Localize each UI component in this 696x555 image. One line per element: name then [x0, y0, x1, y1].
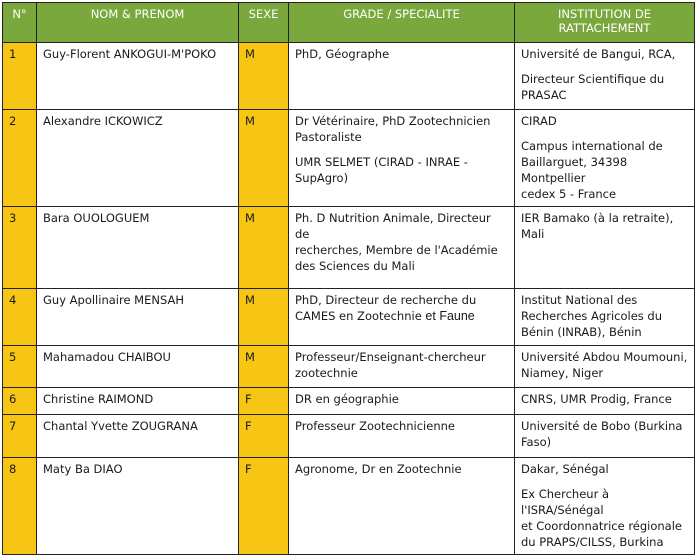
member-sex: M	[239, 207, 289, 289]
grade-line: Pastoraliste	[295, 130, 362, 144]
row-number: 7	[3, 415, 37, 458]
table-row	[3, 43, 695, 110]
header-sex: SEXE	[239, 3, 289, 43]
table-row	[3, 415, 695, 458]
member-institution	[515, 110, 695, 207]
institution-line: IER Bamako (à la retraite),	[521, 211, 674, 225]
member-sex: F	[239, 415, 289, 458]
institution-line: Université Abdou Moumouni,	[521, 350, 688, 364]
member-institution	[515, 207, 695, 289]
grade-line: Ph. D Nutrition Animale, Directeur de	[295, 211, 491, 241]
header-institution	[515, 3, 695, 43]
member-name: Mahamadou CHAIBOU	[37, 346, 239, 388]
institution-line: Baillarguet, 34398 Montpellier	[521, 155, 628, 185]
grade-line: DR en géographie	[295, 392, 399, 406]
header-grade: GRADE / SPECIALITE	[289, 3, 515, 43]
institution-line: Faso)	[521, 435, 552, 449]
member-grade	[289, 458, 515, 555]
grade-line: Professeur/Enseignant-chercheur	[295, 350, 486, 364]
grade-line: PhD, Géographe	[295, 47, 390, 61]
grade-line: UMR SELMET (CIRAD - INRAE -	[295, 155, 468, 169]
header-name: NOM & PRENOM	[37, 3, 239, 43]
institution-line: Bénin (INRAB), Bénin	[521, 325, 642, 339]
institution-line: du PRAPS/CILSS, Burkina	[521, 535, 664, 549]
member-name: Guy-Florent ANKOGUI-M'POKO	[37, 43, 239, 110]
grade-line-extra: et Faune	[425, 309, 475, 323]
row-number: 8	[3, 458, 37, 555]
member-grade	[289, 110, 515, 207]
member-grade	[289, 43, 515, 110]
member-institution	[515, 43, 695, 110]
member-name: Maty Ba DIAO	[37, 458, 239, 555]
grade-line: Agronome, Dr en Zootechnie	[295, 462, 462, 476]
member-institution	[515, 289, 695, 346]
row-number: 4	[3, 289, 37, 346]
member-grade	[289, 289, 515, 346]
table-row	[3, 289, 695, 346]
member-grade	[289, 346, 515, 388]
member-sex: M	[239, 43, 289, 110]
header-num: N°	[3, 3, 37, 43]
member-grade	[289, 207, 515, 289]
grade-line: SupAgro)	[295, 171, 349, 185]
table-row	[3, 458, 695, 555]
member-name: Bara OUOLOGUEM	[37, 207, 239, 289]
member-name: Alexandre ICKOWICZ	[37, 110, 239, 207]
institution-line: Institut National des	[521, 293, 638, 307]
members-table	[2, 2, 695, 555]
member-grade	[289, 415, 515, 458]
member-sex: M	[239, 289, 289, 346]
institution-line: CIRAD	[521, 114, 557, 128]
member-sex: M	[239, 346, 289, 388]
table-row	[3, 346, 695, 388]
member-grade	[289, 388, 515, 415]
grade-line: Dr Vétérinaire, PhD Zootechnicien	[295, 114, 491, 128]
header-institution-line: INSTITUTION DE	[558, 7, 651, 21]
institution-line: Directeur Scientifique du	[521, 72, 665, 86]
grade-line-main: CAMES en Zootechnie	[295, 309, 422, 323]
member-sex: F	[239, 388, 289, 415]
member-institution	[515, 388, 695, 415]
institution-line: Recherches Agricoles du	[521, 309, 662, 323]
member-institution	[515, 458, 695, 555]
grade-line: des Sciences du Mali	[295, 259, 415, 273]
table-header-row	[3, 3, 695, 43]
grade-line: PhD, Directeur de recherche du	[295, 293, 477, 307]
institution-line: et Coordonnatrice régionale	[521, 519, 682, 533]
header-institution-line: RATTACHEMENT	[558, 21, 651, 35]
institution-line: Université de Bobo (Burkina	[521, 419, 683, 433]
table-row	[3, 207, 695, 289]
institution-line: Dakar, Sénégal	[521, 462, 609, 476]
row-number: 3	[3, 207, 37, 289]
table-row	[3, 110, 695, 207]
grade-line: recherches, Membre de l'Académie	[295, 243, 498, 257]
row-number: 1	[3, 43, 37, 110]
institution-line: Mali	[521, 227, 545, 241]
table-row	[3, 388, 695, 415]
institution-line: Campus international de	[521, 139, 663, 153]
institution-line: PRASAC	[521, 88, 567, 102]
grade-line: Professeur Zootechnicienne	[295, 419, 455, 433]
institution-line: Ex Chercheur à l'ISRA/Sénégal	[521, 487, 610, 517]
institution-line: Niamey, Niger	[521, 366, 604, 380]
institution-line: CNRS, UMR Prodig, France	[521, 392, 672, 406]
grade-line	[295, 308, 508, 324]
member-name: Christine RAIMOND	[37, 388, 239, 415]
member-sex: F	[239, 458, 289, 555]
row-number: 2	[3, 110, 37, 207]
grade-line: zootechnie	[295, 366, 358, 380]
institution-line: Université de Bangui, RCA,	[521, 47, 676, 61]
institution-line: cedex 5 - France	[521, 187, 617, 201]
member-name: Guy Apollinaire MENSAH	[37, 289, 239, 346]
member-name: Chantal Yvette ZOUGRANA	[37, 415, 239, 458]
row-number: 6	[3, 388, 37, 415]
member-institution	[515, 415, 695, 458]
row-number: 5	[3, 346, 37, 388]
member-sex: M	[239, 110, 289, 207]
member-institution	[515, 346, 695, 388]
